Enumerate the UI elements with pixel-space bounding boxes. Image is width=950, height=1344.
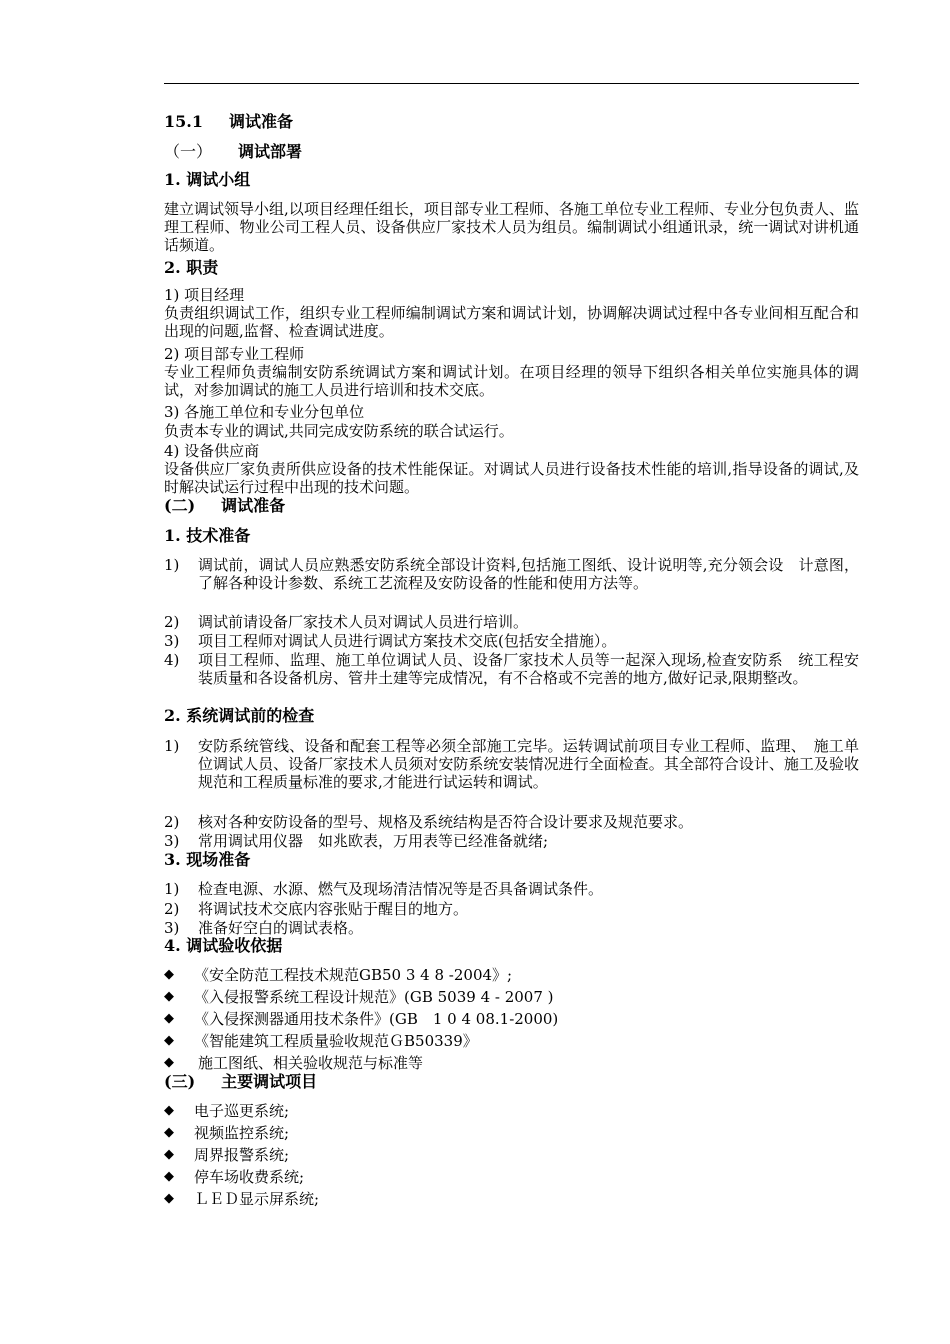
duty-1-title: 1) 项目经理 (164, 286, 245, 304)
diamond-bullet-icon: ◆ (164, 1125, 174, 1140)
subsection-heading-3: (三) 主要调试项目 (164, 1072, 318, 1091)
diamond-bullet-icon: ◆ (164, 1055, 174, 1070)
heading-tech-prep: 1. 技术准备 (164, 526, 251, 545)
duty-4-text: 设备供应厂家负责所供应设备的技术性能保证。对调试人员进行设备技术性能的培训,指导设备的调试,及时解决试运行过程中出现的技术问题。 (164, 460, 859, 496)
subsection-heading-1: （一） 调试部署 (164, 142, 303, 161)
subsection-heading-2: (二) 调试准备 (164, 496, 286, 515)
duty-2-text: 专业工程师负责编制安防系统调试方案和调试计划。在项目经理的领导下组织各相关单位实施具体的调试，对参加调试的施工人员进行培训和技术交底。 (164, 363, 859, 399)
heading-debug-team: 1. 调试小组 (164, 170, 251, 189)
diamond-bullet-icon: ◆ (164, 1011, 174, 1026)
diamond-bullet-icon: ◆ (164, 1169, 174, 1184)
duty-3-title: 3) 各施工单位和专业分包单位 (164, 403, 365, 421)
header-rule (164, 83, 859, 84)
diamond-bullet-icon: ◆ (164, 989, 174, 1004)
section-heading-15-1: 15.1 调试准备 (164, 112, 293, 131)
heading-site-prep: 3. 现场准备 (164, 850, 251, 869)
duty-3-text: 负责本专业的调试,共同完成安防系统的联合试运行。 (164, 422, 514, 440)
diamond-bullet-icon: ◆ (164, 1103, 174, 1118)
heading-pre-debug-check: 2. 系统调试前的检查 (164, 706, 315, 725)
duty-1-text: 负责组织调试工作，组织专业工程师编制调试方案和调试计划，协调解决调试过程中各专业间相互配合和出现的问题,监督、检查调试进度。 (164, 304, 859, 340)
list-item: 4) 项目工程师、监理、施工单位调试人员、设备厂家技术人员等一起深入现场,检查安防系 统工程安装质量和各设备机房、管井土建等完成情况，有不合格或不完善的地方,做好记录,限期整改。 (164, 651, 859, 687)
duty-4-title: 4) 设备供应商 (164, 442, 260, 460)
list-item: 1) 调试前，调试人员应熟悉安防系统全部设计资料,包括施工图纸、设计说明等,充分领会设 计意图，了解各种设计参数、系统工艺流程及安防设备的性能和使用方法等。 (164, 556, 859, 592)
diamond-bullet-icon: ◆ (164, 1147, 174, 1162)
paragraph-debug-team: 建立调试领导小组,以项目经理任组长，项目部专业工程师、各施工单位专业工程师、专业分包负责人、监理工程师、物业公司工程人员、设备供应厂家技术人员为组员。编制调试小组通讯录，统一调试对讲机通话频道。 (164, 200, 859, 254)
diamond-bullet-icon: ◆ (164, 967, 174, 982)
diamond-bullet-icon: ◆ (164, 1191, 174, 1206)
heading-duties: 2. 职责 (164, 258, 219, 277)
diamond-bullet-icon: ◆ (164, 1033, 174, 1048)
list-item: 1) 安防系统管线、设备和配套工程等必须全部施工完毕。运转调试前项目专业工程师、监理、 施工单位调试人员、设备厂家技术人员须对安防系统安装情况进行全面检查。其全部符合设计、施工及验收规范和工程质量标准的要求,才能进行试运转和调试。 (164, 737, 859, 791)
duty-2-title: 2) 项目部专业工程师 (164, 345, 305, 363)
heading-acceptance-basis: 4. 调试验收依据 (164, 936, 283, 955)
